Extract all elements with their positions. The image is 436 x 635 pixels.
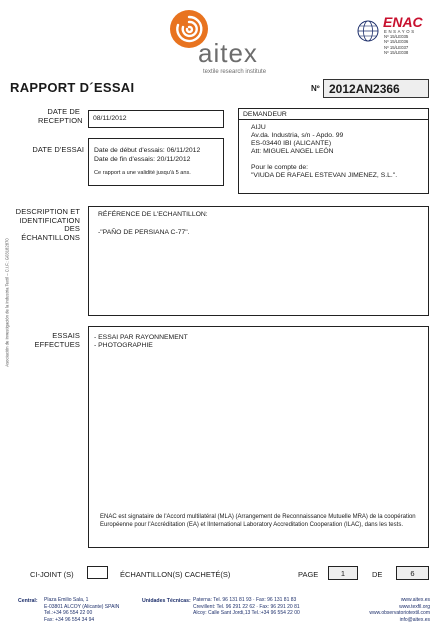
footer-web-link[interactable]: www.aitex.es (400, 597, 430, 603)
pour-compte-value: "VIUDA DE RAFAEL ESTEVAN JIMENEZ, S.L.". (251, 172, 398, 179)
globe-icon (357, 20, 379, 42)
demandeur-box (238, 108, 429, 194)
footer-unidades-label: Unidades Técnicas: (142, 598, 191, 604)
footer-unidades-line: Paterna: Tel. 96 131 81 93 · Fax: 96 131 81 83 (193, 597, 297, 603)
validity-note: Ce rapport a une validité jusqu'à 5 ans. (94, 170, 191, 176)
footer-central-line: Fax: +34 96 554 34 94 (44, 616, 95, 623)
essais-label: ESSAIS EFFECTUES (34, 331, 80, 349)
footer-unidades (193, 597, 300, 617)
date-reception-box (88, 110, 224, 128)
enac-code: Nº 15/LE036 (384, 39, 409, 45)
report-title: RAPPORT D´ESSAI (10, 80, 135, 95)
date-essai-box (88, 138, 224, 186)
total-pages-box (396, 566, 429, 580)
report-number-box (323, 79, 429, 98)
footer-web-link[interactable]: www.observatoriotextil.com (369, 610, 430, 617)
date-fin: Date de fin d'essais: 20/11/2012 (94, 156, 191, 163)
footer-central-line: Tel.:+34 96 554 22 00 (44, 610, 93, 617)
demandeur-line: AIJU (251, 124, 266, 131)
demandeur-label: DEMANDEUR (243, 111, 287, 118)
description-box (88, 206, 429, 316)
essais-box (88, 326, 429, 548)
page-number-box (328, 566, 358, 580)
footer-unidades-line: Crevillent: Tel. 96 291 22 62 · Fax: 96 291 20 81 (193, 603, 300, 610)
footer-web-link[interactable]: www.texfil.org (399, 603, 430, 610)
brand-name: aitex (198, 38, 258, 68)
cijoint-box (87, 566, 108, 579)
page-label: PAGE (298, 570, 319, 579)
date-essai-label: DATE D'ESSAI (32, 145, 84, 154)
demandeur-line: Att: MIGUEL ANGEL LEÓN (251, 148, 334, 155)
footer-central (44, 597, 119, 623)
footer-web (330, 597, 430, 623)
report-number: 2012AN2366 (329, 82, 400, 96)
demandeur-line: ES-03440 IBI (ALICANTE) (251, 140, 332, 147)
essais-item: - ESSAI PAR RAYONNEMENT (94, 334, 188, 341)
reference-value: -"PAÑO DE PERSIANA C-77". (98, 229, 190, 236)
footer-email-link[interactable]: info@aitex.es (399, 616, 430, 623)
footer-central-line: Plaza Emilio Sala, 1 (44, 597, 89, 603)
total-pages: 6 (410, 569, 415, 578)
enac-code: Nº 15/LE035 (384, 34, 409, 40)
footer-unidades-line: Alcoy: Calle Sant Jordi,13 Tel.:+34 96 554 22 00 (193, 610, 300, 617)
enac-codes (384, 29, 416, 55)
report-number-prefix: Nº (311, 84, 320, 93)
description-label: DESCRIPTION ET IDENTIFICATION DES ÉCHANTILLONS (15, 207, 80, 242)
date-debut: Date de début d'essais: 06/11/2012 (94, 147, 201, 154)
date-reception-label: DATE DE RECEPTION (38, 107, 83, 125)
enac-code: Nº 15/LE038 (384, 49, 409, 55)
footer-central-label: Central: (18, 598, 38, 604)
de-label: DE (372, 570, 383, 579)
enac-code: Nº 15/LE037 (384, 44, 409, 50)
enac-code: ENSAYOS (384, 29, 416, 34)
demandeur-line: Av.da. Industria, s/n - Apdo. 99 (251, 132, 344, 139)
reference-label: RÉFÉRENCE DE L'ECHANTILLON: (98, 211, 208, 218)
page-number: 1 (340, 569, 346, 578)
echantillon-label: ÉCHANTILLON(S) CACHETÉ(S) (120, 570, 231, 579)
cijoint-label: CI-JOINT (S) (30, 570, 74, 579)
vertical-legal-text: Asociación de Investigación de la Industria Textil – C.I.F.: G03182870 (4, 238, 10, 367)
enac-logo: ENAC (383, 14, 423, 30)
essais-item: - PHOTOGRAPHIE (94, 342, 153, 349)
pour-compte-label: Pour le compte de: (251, 164, 309, 171)
footer-central-line: E-03801 ALCOY (Alicante) SPAIN (44, 603, 120, 610)
date-reception-value: 08/11/2012 (93, 115, 127, 122)
enac-statement: ENAC est signataire de l'Accord multilatéral (MLA) (Arrangement de Reconnaissance Mutuelle MRA) de la coopération Européenne pour l'Accréditation (EA) et lInternational Laboratory Accreditation Cooperation (ILAC), dans les tests. (100, 514, 416, 528)
brand-tagline: textile research institute (203, 69, 267, 75)
